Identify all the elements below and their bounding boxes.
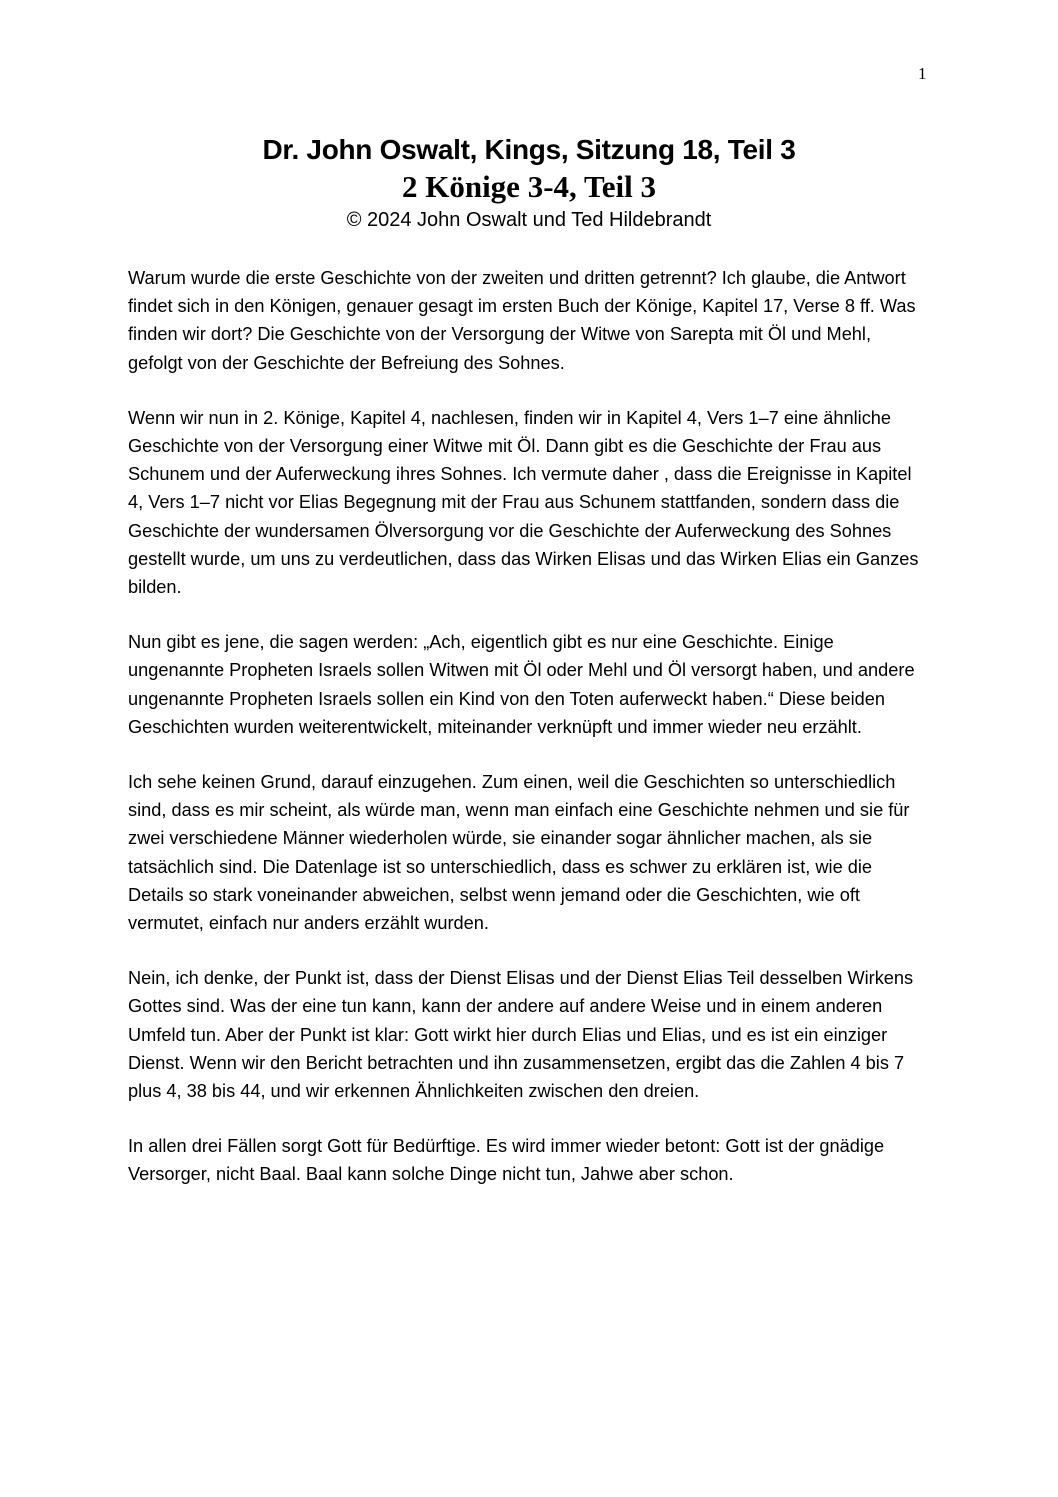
copyright-line: © 2024 John Oswalt und Ted Hildebrandt bbox=[346, 209, 712, 231]
paragraph: Ich sehe keinen Grund, darauf einzugehen. Zum einen, weil die Geschichten so unterschiedlich sind, dass es mir scheint, als würde man, wenn man einfach eine Geschichte nehmen und sie für zwei verschiedene Männer wiederholen würde, sie einander sogar ähnlicher machen, als sie tatsächlich sind. Die Datenlage ist so unterschiedlich, dass es schwer zu erklären ist, wie die Details so stark voneinander abweichen, selbst wenn jemand oder die Geschichten, wie oft vermutet, einfach nur anders erzählt wurden. bbox=[128, 772, 910, 934]
paragraph: In allen drei Fällen sorgt Gott für Bedürftige. Es wird immer wieder betont: Gott ist der gnädige Versorger, nicht Baal. Baal kann solche Dinge nicht tun, Jahwe aber schon. bbox=[128, 1136, 885, 1185]
document-subtitle: 2 Könige 3-4, Teil 3 bbox=[401, 169, 657, 204]
paragraph: Nun gibt es jene, die sagen werden: „Ach, eigentlich gibt es nur eine Geschichte. Einige ungenannte Propheten Israels sollen Witwen mit Öl oder Mehl und Öl versorgt haben, und andere ungenannte Propheten Israels sollen ein Kind von den Toten auferweckt haben.“ Diese beiden Geschichten wurden weiterentwickelt, miteinander verknüpft und immer wieder neu erzählt. bbox=[128, 632, 915, 737]
paragraph: Wenn wir nun in 2. Könige, Kapitel 4, nachlesen, finden wir in Kapitel 4, Vers 1–7 eine ähnliche Geschichte von der Versorgung einer Witwe mit Öl. Dann gibt es die Geschichte der Frau aus Schunem und der Auferweckung ihres Sohnes. Ich vermute daher , dass die Ereignisse in Kapitel 4, Vers 1–7 nicht vor Elias Begegnung mit der Frau aus Schunem stattfanden, sondern dass die Geschichte der wundersamen Ölversorgung vor die Geschichte der Auferweckung des Sohnes gestellt wurde, um uns zu verdeutlichen, dass das Wirken Elisas und das Wirken Elias ein Ganzes bilden. bbox=[128, 407, 919, 598]
document-body bbox=[128, 264, 923, 1216]
paragraph: Nein, ich denke, der Punkt ist, dass der Dienst Elisas und der Dienst Elias Teil desselben Wirkens Gottes sind. Was der eine tun kann, kann der andere auf andere Weise und in einem anderen Umfeld tun. Aber der Punkt ist klar: Gott wirkt hier durch Elias und Elias, und es ist ein einziger Dienst. Wenn wir den Bericht betrachten und ihn zusammensetzen, ergibt das die Zahlen 4 bis 7 plus 4, 38 bis 44, und wir erkennen Ähnlichkeiten zwischen den dreien. bbox=[128, 968, 914, 1102]
document-title: Dr. John Oswalt, Kings, Sitzung 18, Teil 3 bbox=[262, 134, 796, 165]
document-header bbox=[0, 132, 1058, 234]
paragraph: Warum wurde die erste Geschichte von der zweiten und dritten getrennt? Ich glaube, die Antwort findet sich in den Königen, genauer gesagt im ersten Buch der Könige, Kapitel 17, Verse 8 ff. Was finden wir dort? Die Geschichte von der Versorgung der Witwe von Sarepta mit Öl und Mehl, gefolgt von der Geschichte der Befreiung des Sohnes. bbox=[128, 268, 916, 373]
page-number: 1 bbox=[918, 64, 927, 83]
